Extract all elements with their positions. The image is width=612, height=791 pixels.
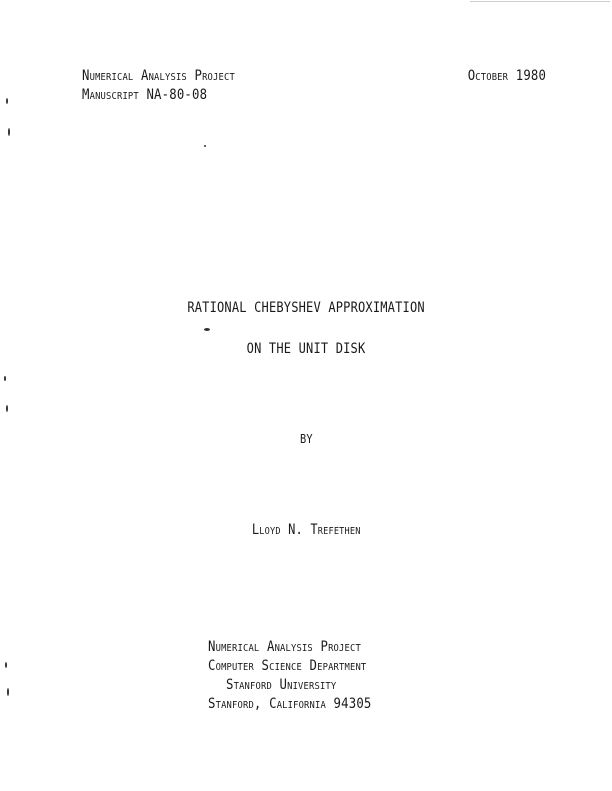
header-manuscript: Manuscript NA-80-08 [82,87,208,103]
scan-speck [6,98,8,104]
scan-speck [7,688,9,696]
affiliation-line-4: Stanford, California 94305 [208,696,372,712]
header-project: Numerical Analysis Project [82,68,235,84]
byline-by: BY [299,432,313,446]
scan-speck [6,405,8,412]
author-name: Lloyd N. Trefethen [251,522,361,538]
scan-speck [5,662,7,668]
title-line-2: ON THE UNIT DISK [246,341,366,357]
affiliation-line-2: Computer Science Department [208,658,367,674]
scan-speck [204,145,206,147]
header-date: October 1980 [467,68,546,84]
title-line-1: RATIONAL CHEBYSHEV APPROXIMATION [187,300,425,316]
scan-speck [204,328,210,331]
affiliation-line-3: Stanford University [226,677,337,693]
scan-edge-line [470,1,610,2]
affiliation-line-1: Numerical Analysis Project [208,639,361,655]
scan-speck [4,376,6,381]
scan-speck [8,128,10,136]
